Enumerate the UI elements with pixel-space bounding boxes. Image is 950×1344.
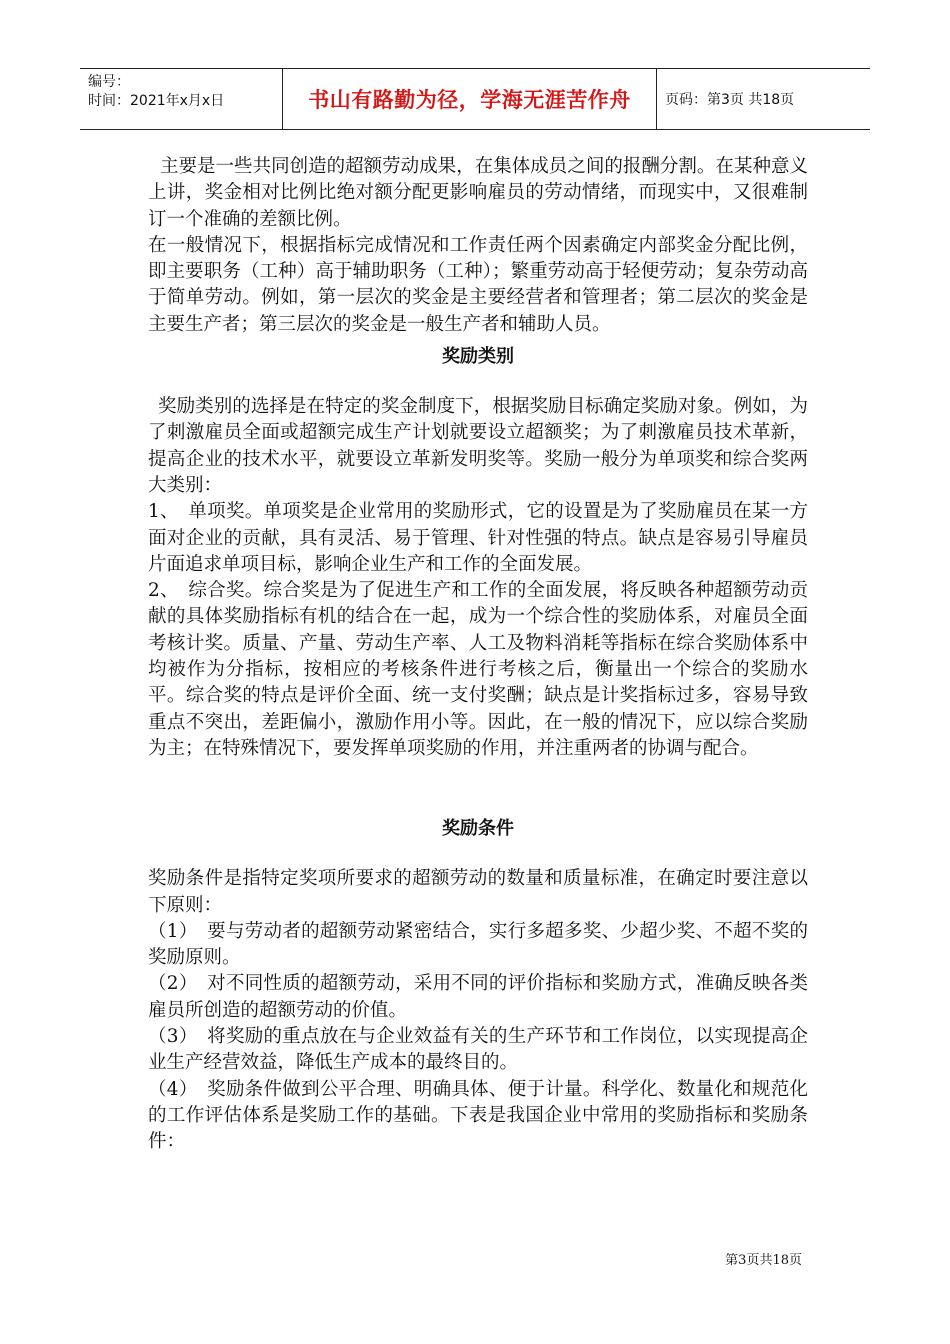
paragraph: 奖励类别的选择是在特定的奖金制度下，根据奖励目标确定奖励对象。例如，为了刺激雇员全面或超额完成生产计划就要设立超额奖；为了刺激雇员技术革新，提高企业的技术水平，就要设立革新发明奖等。奖励一般分为单项奖和综合奖两大类别： [148, 396, 808, 496]
section-heading-reward-conditions: 奖励条件 [442, 818, 514, 840]
paragraph: 在一般情况下，根据指标完成情况和工作责任两个因素确定内部奖金分配比例，即主要职务（工种）高于辅助职务（工种）；繁重劳动高于轻便劳动；复杂劳动高于简单劳动。例如，第一层次的奖金是主要经营者和管理者；第二层次的奖金是主要生产者；第三层次的奖金是一般生产者和辅助人员。 [148, 234, 808, 335]
doc-number-label: 编号： [88, 74, 130, 90]
section-heading-reward-types: 奖励类别 [442, 346, 514, 368]
document-body [148, 154, 808, 1156]
header-motto: 书山有路勤为径，学海无涯苦作舟 [283, 69, 657, 129]
list-item: 1、 单项奖。单项奖是企业常用的奖励形式，它的设置是为了奖励雇员在某一方面对企业的贡献，具有灵活、易于管理、针对性强的特点。缺点是容易引导雇员片面追求单项目标，影响企业生产和工作的全面发展。 [148, 501, 808, 575]
header-meta [80, 69, 283, 129]
page-header [80, 68, 870, 130]
doc-date-label: 时间：2021年x月x日 [88, 93, 225, 109]
list-item: （1） 要与劳动者的超额劳动紧密结合，实行多超多奖、少超少奖、不超不奖的奖励原则。 [148, 920, 808, 969]
paragraph: 奖励条件是指特定奖项所要求的超额劳动的数量和质量标准，在确定时要注意以下原则： [148, 868, 808, 916]
page-footer: 第3页共18页 [725, 1253, 802, 1268]
list-item: （3） 将奖励的重点放在与企业效益有关的生产环节和工作岗位，以实现提高企业生产经营效益，降低生产成本的最终目的。 [148, 1026, 808, 1074]
header-page-label: 页码：第3页 共18页 [665, 92, 795, 108]
list-item: 2、 综合奖。综合奖是为了促进生产和工作的全面发展，将反映各种超额劳动贡献的具体奖励指标有机的结合在一起，成为一个综合性的奖励体系，对雇员全面考核计奖。质量、产量、劳动生产率、人工及物料消耗等指标在综合奖励体系中均被作为分指标，按相应的考核条件进行考核之后，衡量出一个综合的奖励水平。综合奖的特点是评价全面、统一支付奖酬；缺点是计奖指标过多，容易导致重点不突出，差距偏小，激励作用小等。因此，在一般的情况下，应以综合奖励为主；在特殊情况下，要发挥单项奖励的作用，并注重两者的协调与配合。 [148, 580, 808, 759]
list-item: （4） 奖励条件做到公平合理、明确具体、便于计量。科学化、数量化和规范化的工作评估体系是奖励工作的基础。下表是我国企业中常用的奖励指标和奖励条件： [148, 1078, 808, 1153]
paragraph: 主要是一些共同创造的超额劳动成果，在集体成员之间的报酬分割。在某种意义上讲，奖金相对比例比绝对额分配更影响雇员的劳动情绪，而现实中，又很难制订一个准确的差额比例。 [148, 156, 808, 230]
list-item: （2） 对不同性质的超额劳动，采用不同的评价指标和奖励方式，准确反映各类雇员所创造的超额劳动的价值。 [148, 973, 808, 1021]
